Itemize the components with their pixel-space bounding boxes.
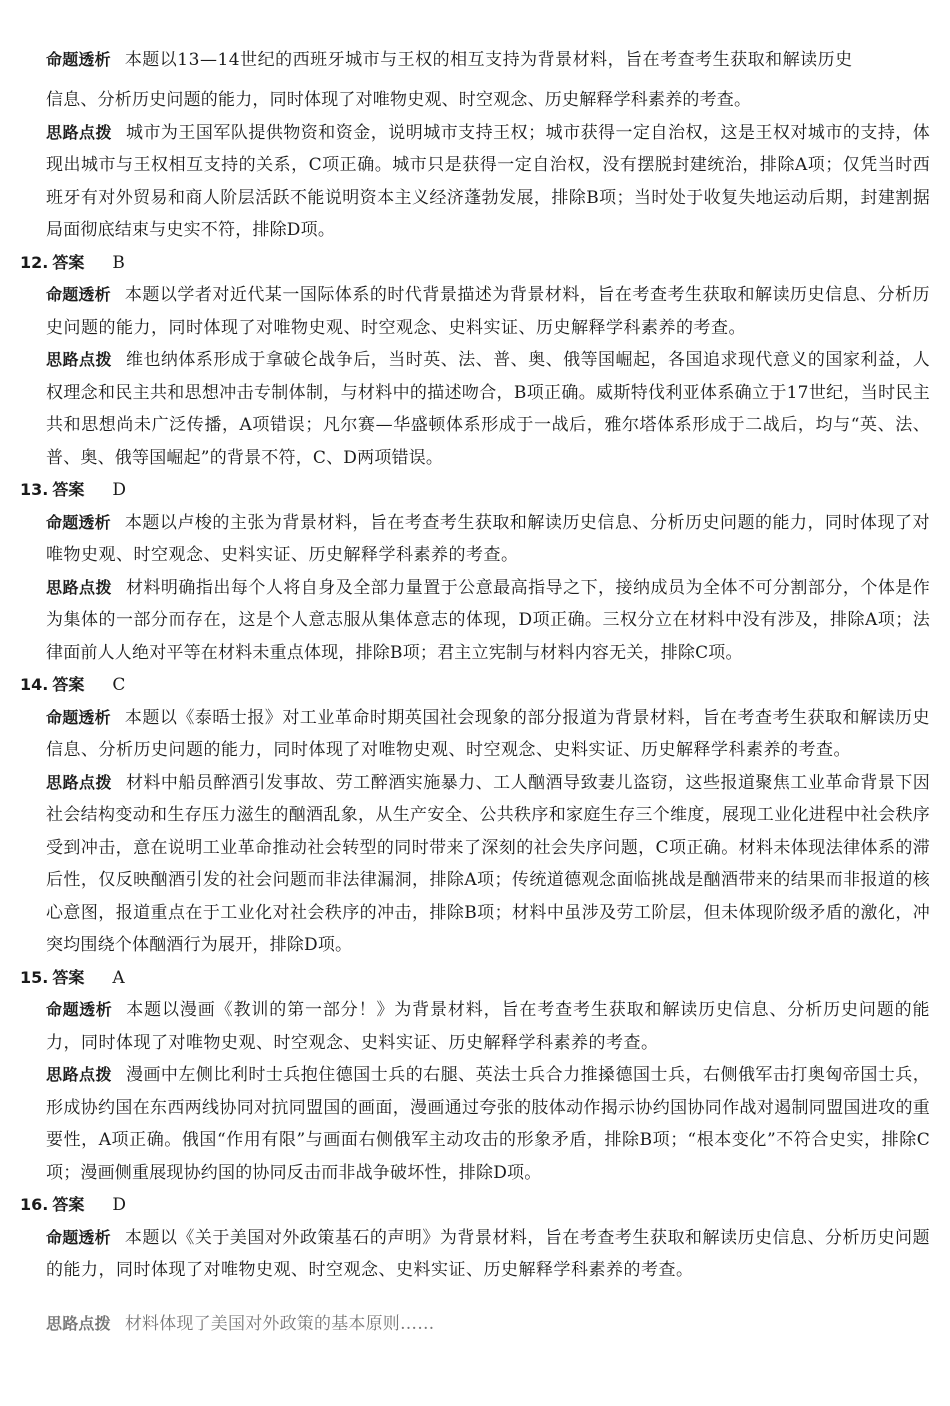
hint-label: 思路点拨 <box>46 1314 111 1333</box>
answer-label: 答案 <box>52 1195 85 1214</box>
question-15 <box>20 962 930 1190</box>
hint-text: 材料中船员醉酒引发事故、劳工醉酒实施暴力、工人酗酒导致妻儿盗窃，这些报道聚焦工业革命背景下因社会结构变动和生存压力滋生的酗酒乱象，从生产安全、公共秩序和家庭生存三个维度，展现工业化进程中社会秩序受到冲击，意在说明工业革命推动社会转型的同时带来了深刻的社会失序问题，C项正确。材料未体现法律体系的滞后性，仅反映酗酒引发的社会问题而非法律漏洞，排除A项；传统道德观念面临挑战是酗酒带来的结果而非报道的核心意图，报道重点在于工业化对社会秩序的冲击，排除B项；材料中虽涉及劳工阶层，但未体现阶级矛盾的激化，冲突均围绕个体酗酒行为展开，排除D项。 <box>46 772 930 955</box>
answer-value: D <box>112 1195 126 1215</box>
bottom-partial-line <box>46 1314 930 1338</box>
analysis-label: 命题透析 <box>46 512 111 532</box>
q15-hint <box>46 1059 930 1189</box>
hint-label: 思路点拨 <box>46 577 112 597</box>
hint-text: 材料体现了美国对外政策的基本原则…… <box>124 1314 435 1334</box>
analysis-label: 命题透析 <box>46 1000 113 1019</box>
analysis-label: 命题透析 <box>46 285 111 304</box>
answer-value: D <box>112 480 126 500</box>
q12-analysis <box>46 279 930 344</box>
analysis-text: 本题以漫画《教训的第一部分！》为背景材料，旨在考查考生获取和解读历史信息、分析历史问题的能力，同时体现了对唯物史观、时空观念、史料实证、历史解释学科素养的考查。 <box>46 1000 930 1053</box>
analysis-text: 本题以《关于美国对外政策基石的声明》为背景材料，旨在考查考生获取和解读历史信息、分析历史问题的能力，同时体现了对唯物史观、时空观念、史料实证、历史解释学科素养的考查。 <box>46 1227 930 1280</box>
answer-label: 答案 <box>52 252 85 272</box>
question-12 <box>20 247 930 475</box>
hint-label: 思路点拨 <box>46 350 112 369</box>
hint-label: 思路点拨 <box>46 772 112 792</box>
q11-analysis-tail: 信息、分析历史问题的能力，同时体现了对唯物史观、时空观念、历史解释学科素养的考查。 <box>46 90 752 110</box>
top-partial-line <box>46 52 930 74</box>
q11-analysis-partial <box>46 44 930 77</box>
q15-answer-line <box>20 962 930 995</box>
answer-value: B <box>112 252 125 273</box>
q12-hint <box>46 344 930 474</box>
q11-hint <box>46 117 930 247</box>
q14-answer-line <box>20 669 930 702</box>
answer-label: 答案 <box>52 967 85 987</box>
question-16 <box>20 1189 930 1287</box>
analysis-label: 命题透析 <box>46 1227 111 1247</box>
q14-analysis <box>46 702 930 767</box>
hint-label: 思路点拨 <box>46 1065 112 1084</box>
question-number: 13. <box>20 480 49 499</box>
answer-content <box>20 84 930 1287</box>
answer-label: 答案 <box>52 675 85 694</box>
hint-text: 漫画中左侧比利时士兵抱住德国士兵的右腿、英法士兵合力推搡德国士兵，右侧俄军击打奥匈帝国士兵，形成协约国在东西两线协同对抗同盟国的画面，漫画通过夸张的肢体动作揭示协约国协同作战对遏制同盟国进攻的重要性，A项正确。俄国“作用有限”与画面右侧俄军主动攻击的形象矛盾，排除B项；“根本变化”不符合史实，排除C项；漫画侧重展现协约国的协同反击而非战争破坏性，排除D项。 <box>46 1065 930 1183</box>
question-number: 14. <box>20 675 49 694</box>
q16-hint-partial <box>46 1308 930 1341</box>
q16-answer-line <box>20 1189 930 1222</box>
analysis-label: 命题透析 <box>46 50 111 69</box>
q13-analysis <box>46 507 930 572</box>
analysis-text: 本题以卢梭的主张为背景材料，旨在考查考生获取和解读历史信息、分析历史问题的能力，同时体现了对唯物史观、时空观念、史料实证、历史解释学科素养的考查。 <box>46 512 930 565</box>
answer-value: A <box>112 967 125 988</box>
answer-value: C <box>112 675 126 695</box>
question-14 <box>20 669 930 962</box>
question-number: 12. <box>20 252 49 272</box>
hint-text: 维也纳体系形成于拿破仑战争后，当时英、法、普、奥、俄等国崛起，各国追求现代意义的国家利益，人权理念和民主共和思想冲击专制体制，与材料中的描述吻合，B项正确。威斯特伐利亚体系确立于17世纪，当时民主共和思想尚未广泛传播，A项错误；凡尔赛—华盛顿体系形成于一战后，雅尔塔体系形成于二战后，均与“英、法、普、奥、俄等国崛起”的背景不符，C、D两项错误。 <box>46 350 930 468</box>
q12-answer-line <box>20 247 930 280</box>
hint-label: 思路点拨 <box>46 122 112 142</box>
question-number: 15. <box>20 967 49 987</box>
analysis-label: 命题透析 <box>46 707 111 727</box>
answer-label: 答案 <box>52 480 85 499</box>
analysis-text: 本题以13—14世纪的西班牙城市与王权的相互支持为背景材料，旨在考查考生获取和解读历史 <box>124 50 853 70</box>
hint-text: 城市为王国军队提供物资和资金，说明城市支持王权；城市获得一定自治权，这是王权对城市的支持，体现出城市与王权相互支持的关系，C项正确。城市只是获得一定自治权，没有摆脱封建统治，排除A项；仅凭当时西班牙有对外贸易和商人阶层活跃不能说明资本主义经济蓬勃发展，排除B项；当时处于收复失地运动后期，封建割据局面彻底结束与史实不符，排除D项。 <box>46 122 930 240</box>
q16-analysis <box>46 1222 930 1287</box>
analysis-text: 本题以《泰晤士报》对工业革命时期英国社会现象的部分报道为背景材料，旨在考查考生获取和解读历史信息、分析历史问题的能力，同时体现了对唯物史观、时空观念、史料实证、历史解释学科素养的考查。 <box>46 707 930 760</box>
q15-analysis <box>46 994 930 1059</box>
analysis-text: 本题以学者对近代某一国际体系的时代背景描述为背景材料，旨在考查考生获取和解读历史信息、分析历史问题的能力，同时体现了对唯物史观、时空观念、史料实证、历史解释学科素养的考查。 <box>46 285 930 338</box>
q13-hint <box>46 572 930 670</box>
question-13 <box>20 474 930 669</box>
q14-hint <box>46 767 930 962</box>
q13-answer-line <box>20 474 930 507</box>
hint-text: 材料明确指出每个人将自身及全部力量置于公意最高指导之下，接纳成员为全体不可分割部分，个体是作为集体的一部分而存在，这是个人意志服从集体意志的体现，D项正确。三权分立在材料中没有涉及，排除A项；法律面前人人绝对平等在材料未重点体现，排除B项；君主立宪制与材料内容无关，排除C项。 <box>46 577 930 663</box>
question-11 <box>46 84 930 247</box>
question-number: 16. <box>20 1195 49 1214</box>
